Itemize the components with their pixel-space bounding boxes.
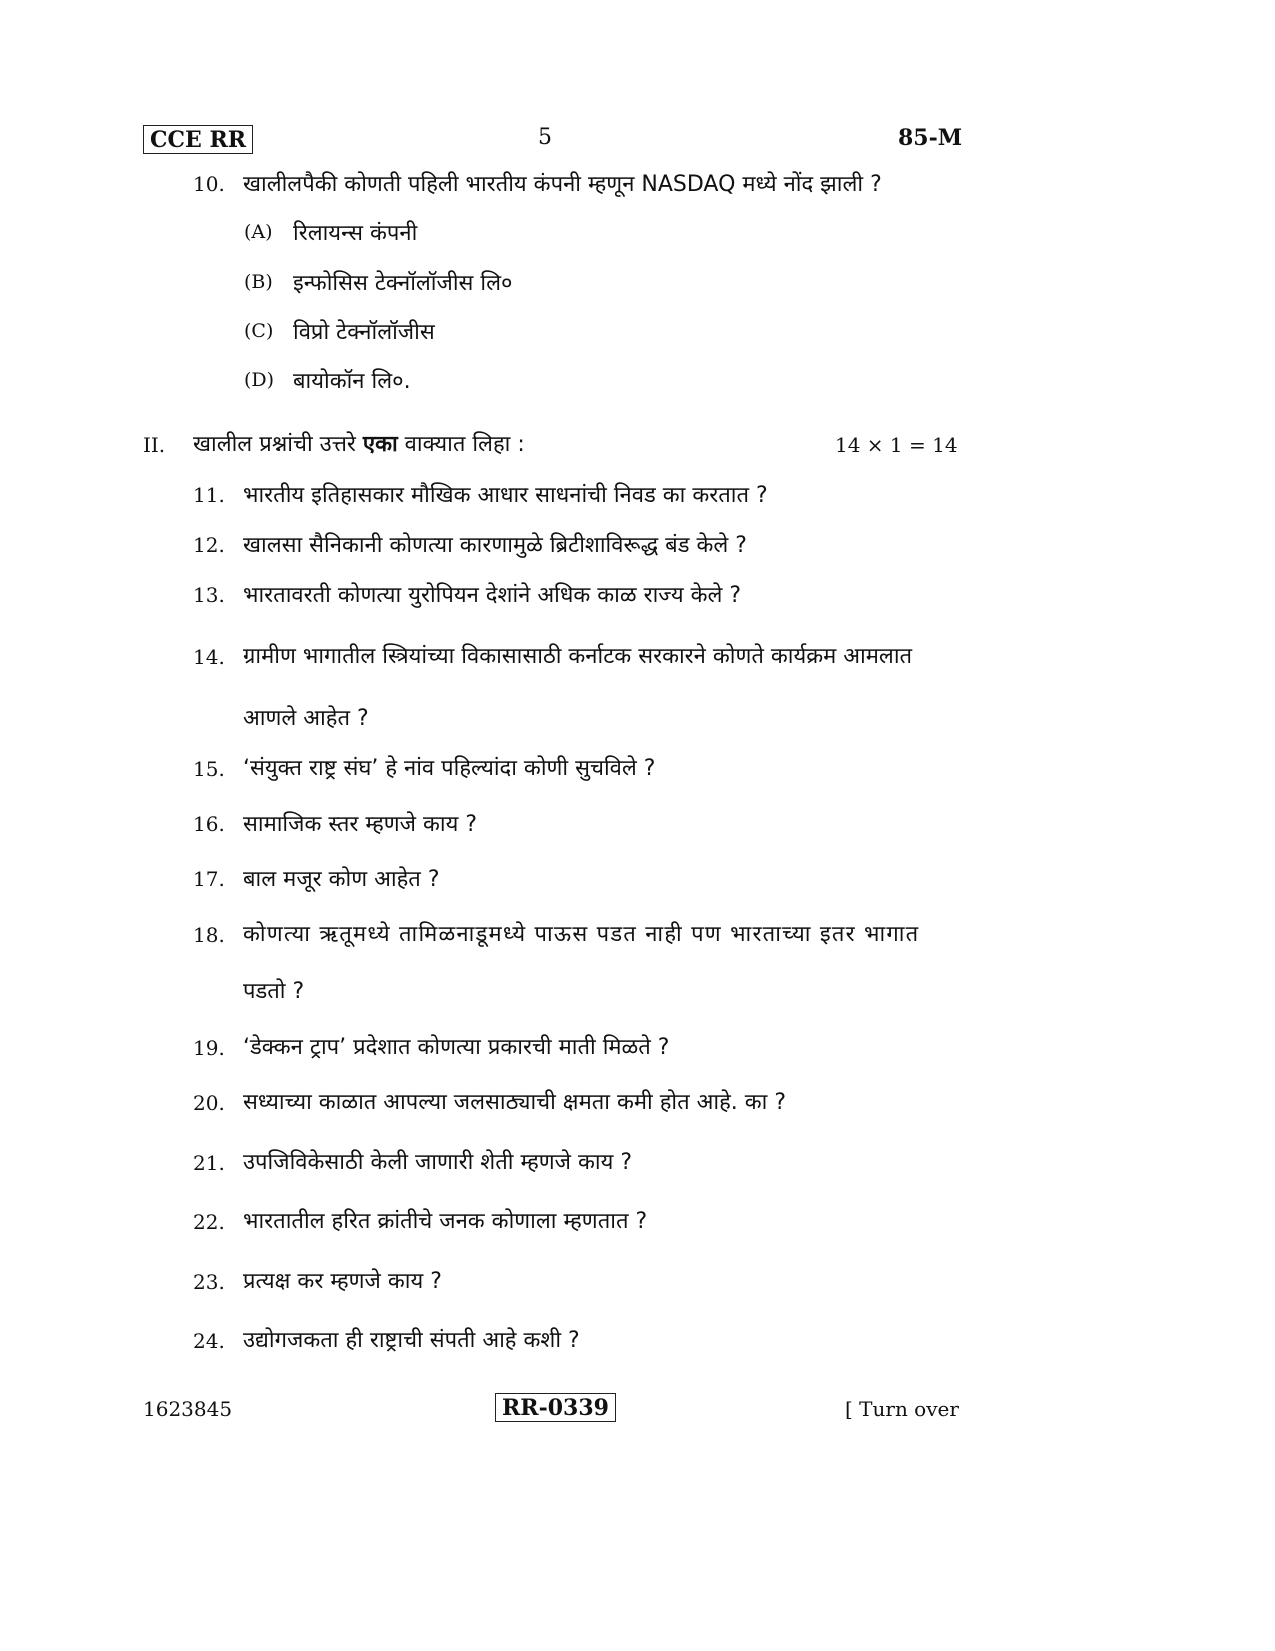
question-text-continued: आणले आहेत ? [243, 706, 369, 731]
question-number: 10. [193, 172, 225, 196]
question-number: 16. [193, 812, 225, 836]
question-text: कोणत्या ऋतूमध्ये तामिळनाडूमध्ये पाऊस पडत नाही पण भारताच्या इतर भागात [243, 922, 920, 947]
question-text-continued: पडतो ? [243, 979, 305, 1004]
question-number: 18. [193, 923, 225, 947]
question-number: 11. [193, 483, 225, 507]
instruction-bold: एका [362, 432, 398, 457]
header-left-code: CCE RR [143, 125, 253, 154]
question-number: 21. [193, 1151, 225, 1175]
option-letter: (B) [244, 271, 273, 293]
option-letter: (C) [244, 320, 274, 342]
question-text: भारतीय इतिहासकार मौखिक आधार साधनांची निवड का करतात ? [243, 483, 768, 508]
question-text: उद्योगजकता ही राष्ट्राची संपती आहे कशी ? [243, 1328, 580, 1353]
section-marks: 14 × 1 = 14 [835, 433, 958, 457]
question-text: खालीलपैकी कोणती पहिली भारतीय कंपनी म्हणून NASDAQ मध्ये नोंद झाली ? [243, 172, 882, 197]
option-letter: (A) [244, 221, 273, 243]
question-number: 22. [193, 1210, 225, 1234]
question-number: 19. [193, 1036, 225, 1060]
question-number: 24. [193, 1329, 225, 1353]
question-text: ‘डेक्कन ट्राप’ प्रदेशात कोणत्या प्रकारची माती मिळते ? [243, 1035, 670, 1060]
option-text: रिलायन्स कंपनी [293, 221, 418, 246]
instruction-prefix: खालील प्रश्नांची उत्तरे [193, 432, 356, 457]
option-text: बायोकॉन लि०. [293, 369, 411, 394]
section-roman: II. [143, 433, 166, 457]
question-text: भारतातील हरित क्रांतीचे जनक कोणाला म्हणतात ? [243, 1209, 648, 1234]
page-number: 5 [538, 125, 552, 150]
question-text: बाल मजूर कोण आहेत ? [243, 867, 440, 892]
question-number: 17. [193, 867, 225, 891]
question-text: सध्याच्या काळात आपल्या जलसाठ्याची क्षमता कमी होत आहे. का ? [243, 1090, 787, 1115]
question-number: 13. [193, 583, 225, 607]
question-text: उपजिविकेसाठी केली जाणारी शेती म्हणजे काय ? [243, 1150, 633, 1175]
question-text: ‘संयुक्त राष्ट्र संघ’ हे नांव पहिल्यांदा कोणी सुचविले ? [243, 756, 656, 781]
question-text-line: ग्रामीण भागातील स्त्रियांच्या विकासासाठी कर्नाटक सरकारने कोणते कार्यक्रम आमलात [243, 644, 913, 669]
option-letter: (D) [244, 369, 275, 391]
footer-center-code: RR-0339 [495, 1393, 616, 1422]
instruction-suffix: वाक्यात लिहा : [404, 432, 525, 457]
footer-turn-over: [ Turn over [845, 1397, 959, 1421]
question-text: सामाजिक स्तर म्हणजे काय ? [243, 812, 477, 837]
question-number: 23. [193, 1270, 225, 1294]
header-right-code: 85-M [898, 125, 963, 151]
footer-left-code: 1623845 [143, 1397, 233, 1421]
option-text: इन्फोसिस टेक्नॉलॉजीस लि० [293, 271, 513, 296]
section-instruction [193, 428, 525, 458]
question-text [243, 640, 953, 670]
question-text: भारतावरती कोणत्या युरोपियन देशांने अधिक काळ राज्य केले ? [243, 583, 742, 608]
question-text: खालसा सैनिकानी कोणत्या कारणामुळे ब्रिटीशाविरूद्ध बंड केले ? [243, 533, 747, 558]
question-number: 20. [193, 1091, 225, 1115]
question-number: 14. [193, 645, 225, 669]
option-text: विप्रो टेक्नॉलॉजीस [293, 320, 435, 345]
question-text: प्रत्यक्ष कर म्हणजे काय ? [243, 1269, 442, 1294]
question-number: 12. [193, 533, 225, 557]
question-number: 15. [193, 757, 225, 781]
